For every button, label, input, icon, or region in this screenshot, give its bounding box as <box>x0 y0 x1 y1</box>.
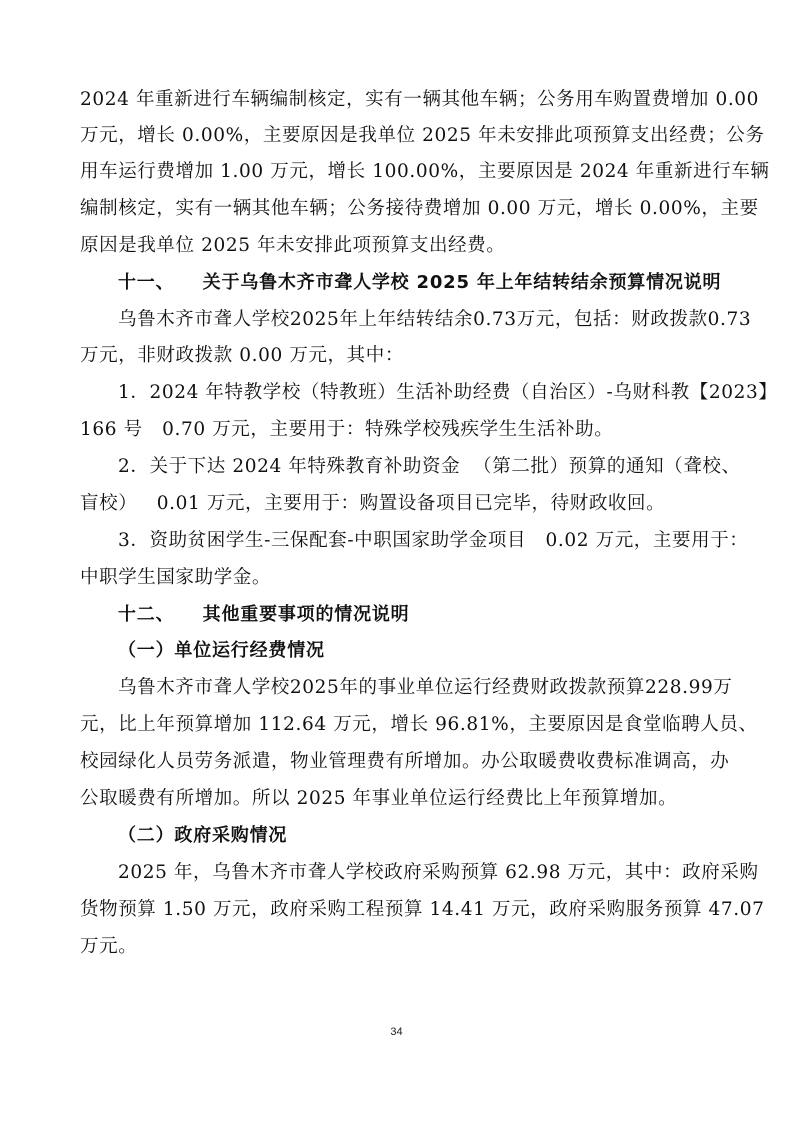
paragraph-carryover-line-1: 乌鲁木齐市聋人学校2025年上年结转结余0.73万元，包括：财政拨款0.73 <box>118 309 752 330</box>
paragraph-operating-line-1: 乌鲁木齐市聋人学校2025年的事业单位运行经费财政拨款预算228.99万 <box>118 677 733 698</box>
paragraph-operating-line-4: 公取暖费有所增加。所以 2025 年事业单位运行经费比上年预算增加。 <box>80 788 678 809</box>
paragraph-operating-line-2: 元，比上年预算增加 112.64 万元，增长 96.81%，主要原因是食堂临聘人员、 <box>80 714 758 735</box>
list-item-2-line-2: 盲校） 0.01 万元，主要用于：购置设备项目已完毕，待财政收回。 <box>80 493 666 514</box>
subsection-heading-operating-costs: （一）单位运行经费情况 <box>118 640 325 661</box>
paragraph-carryover-line-2: 万元，非财政拨款 0.00 万元，其中： <box>80 345 404 366</box>
list-item-1-line-2: 166 号 0.70 万元，主要用于：特殊学校残疾学生生活补助。 <box>80 419 614 440</box>
paragraph-procurement-line-3: 万元。 <box>80 936 138 957</box>
page-number: 34 <box>390 1026 403 1038</box>
section-heading-11: 十一、 关于乌鲁木齐市聋人学校 2025 年上年结转结余预算情况说明 <box>118 272 722 293</box>
list-item-3-line-2: 中职学生国家助学金。 <box>80 567 272 588</box>
paragraph-operating-line-3: 校园绿化人员劳务派遣，物业管理费有所增加。办公取暖费收费标准调高，办 <box>80 751 730 772</box>
subsection-heading-procurement: （二）政府采购情况 <box>118 825 288 846</box>
paragraph-procurement-line-2: 货物预算 1.50 万元，政府采购工程预算 14.41 万元，政府采购服务预算 47.07 <box>80 899 765 920</box>
paragraph-vehicle-line-4: 编制核定，实有一辆其他车辆；公务接待费增加 0.00 万元，增长 0.00%，主要 <box>80 198 759 219</box>
paragraph-vehicle-line-3: 用车运行费增加 1.00 万元，增长 100.00%，主要原因是 2024 年重新进行车辆 <box>80 161 770 182</box>
paragraph-vehicle-line-1: 2024 年重新进行车辆编制核定，实有一辆其他车辆；公务用车购置费增加 0.00 <box>80 89 760 110</box>
list-item-3-line-1: 3．资助贫困学生-三保配套-中职国家助学金项目 0.02 万元，主要用于： <box>118 530 749 551</box>
section-heading-12: 十二、 其他重要事项的情况说明 <box>118 604 410 625</box>
list-item-2-line-1: 2．关于下达 2024 年特殊教育补助资金 （第二批）预算的通知（聋校、 <box>118 456 741 477</box>
paragraph-vehicle-line-2: 万元，增长 0.00%，主要原因是我单位 2025 年未安排此项预算支出经费；公务 <box>80 125 765 146</box>
list-item-1-line-1: 1．2024 年特教学校（特教班）生活补助经费（自治区）-乌财科教【2023】 <box>118 382 778 403</box>
paragraph-vehicle-line-5: 原因是我单位 2025 年未安排此项预算支出经费。 <box>80 235 506 256</box>
paragraph-procurement-line-1: 2025 年，乌鲁木齐市聋人学校政府采购预算 62.98 万元，其中：政府采购 <box>118 862 759 883</box>
